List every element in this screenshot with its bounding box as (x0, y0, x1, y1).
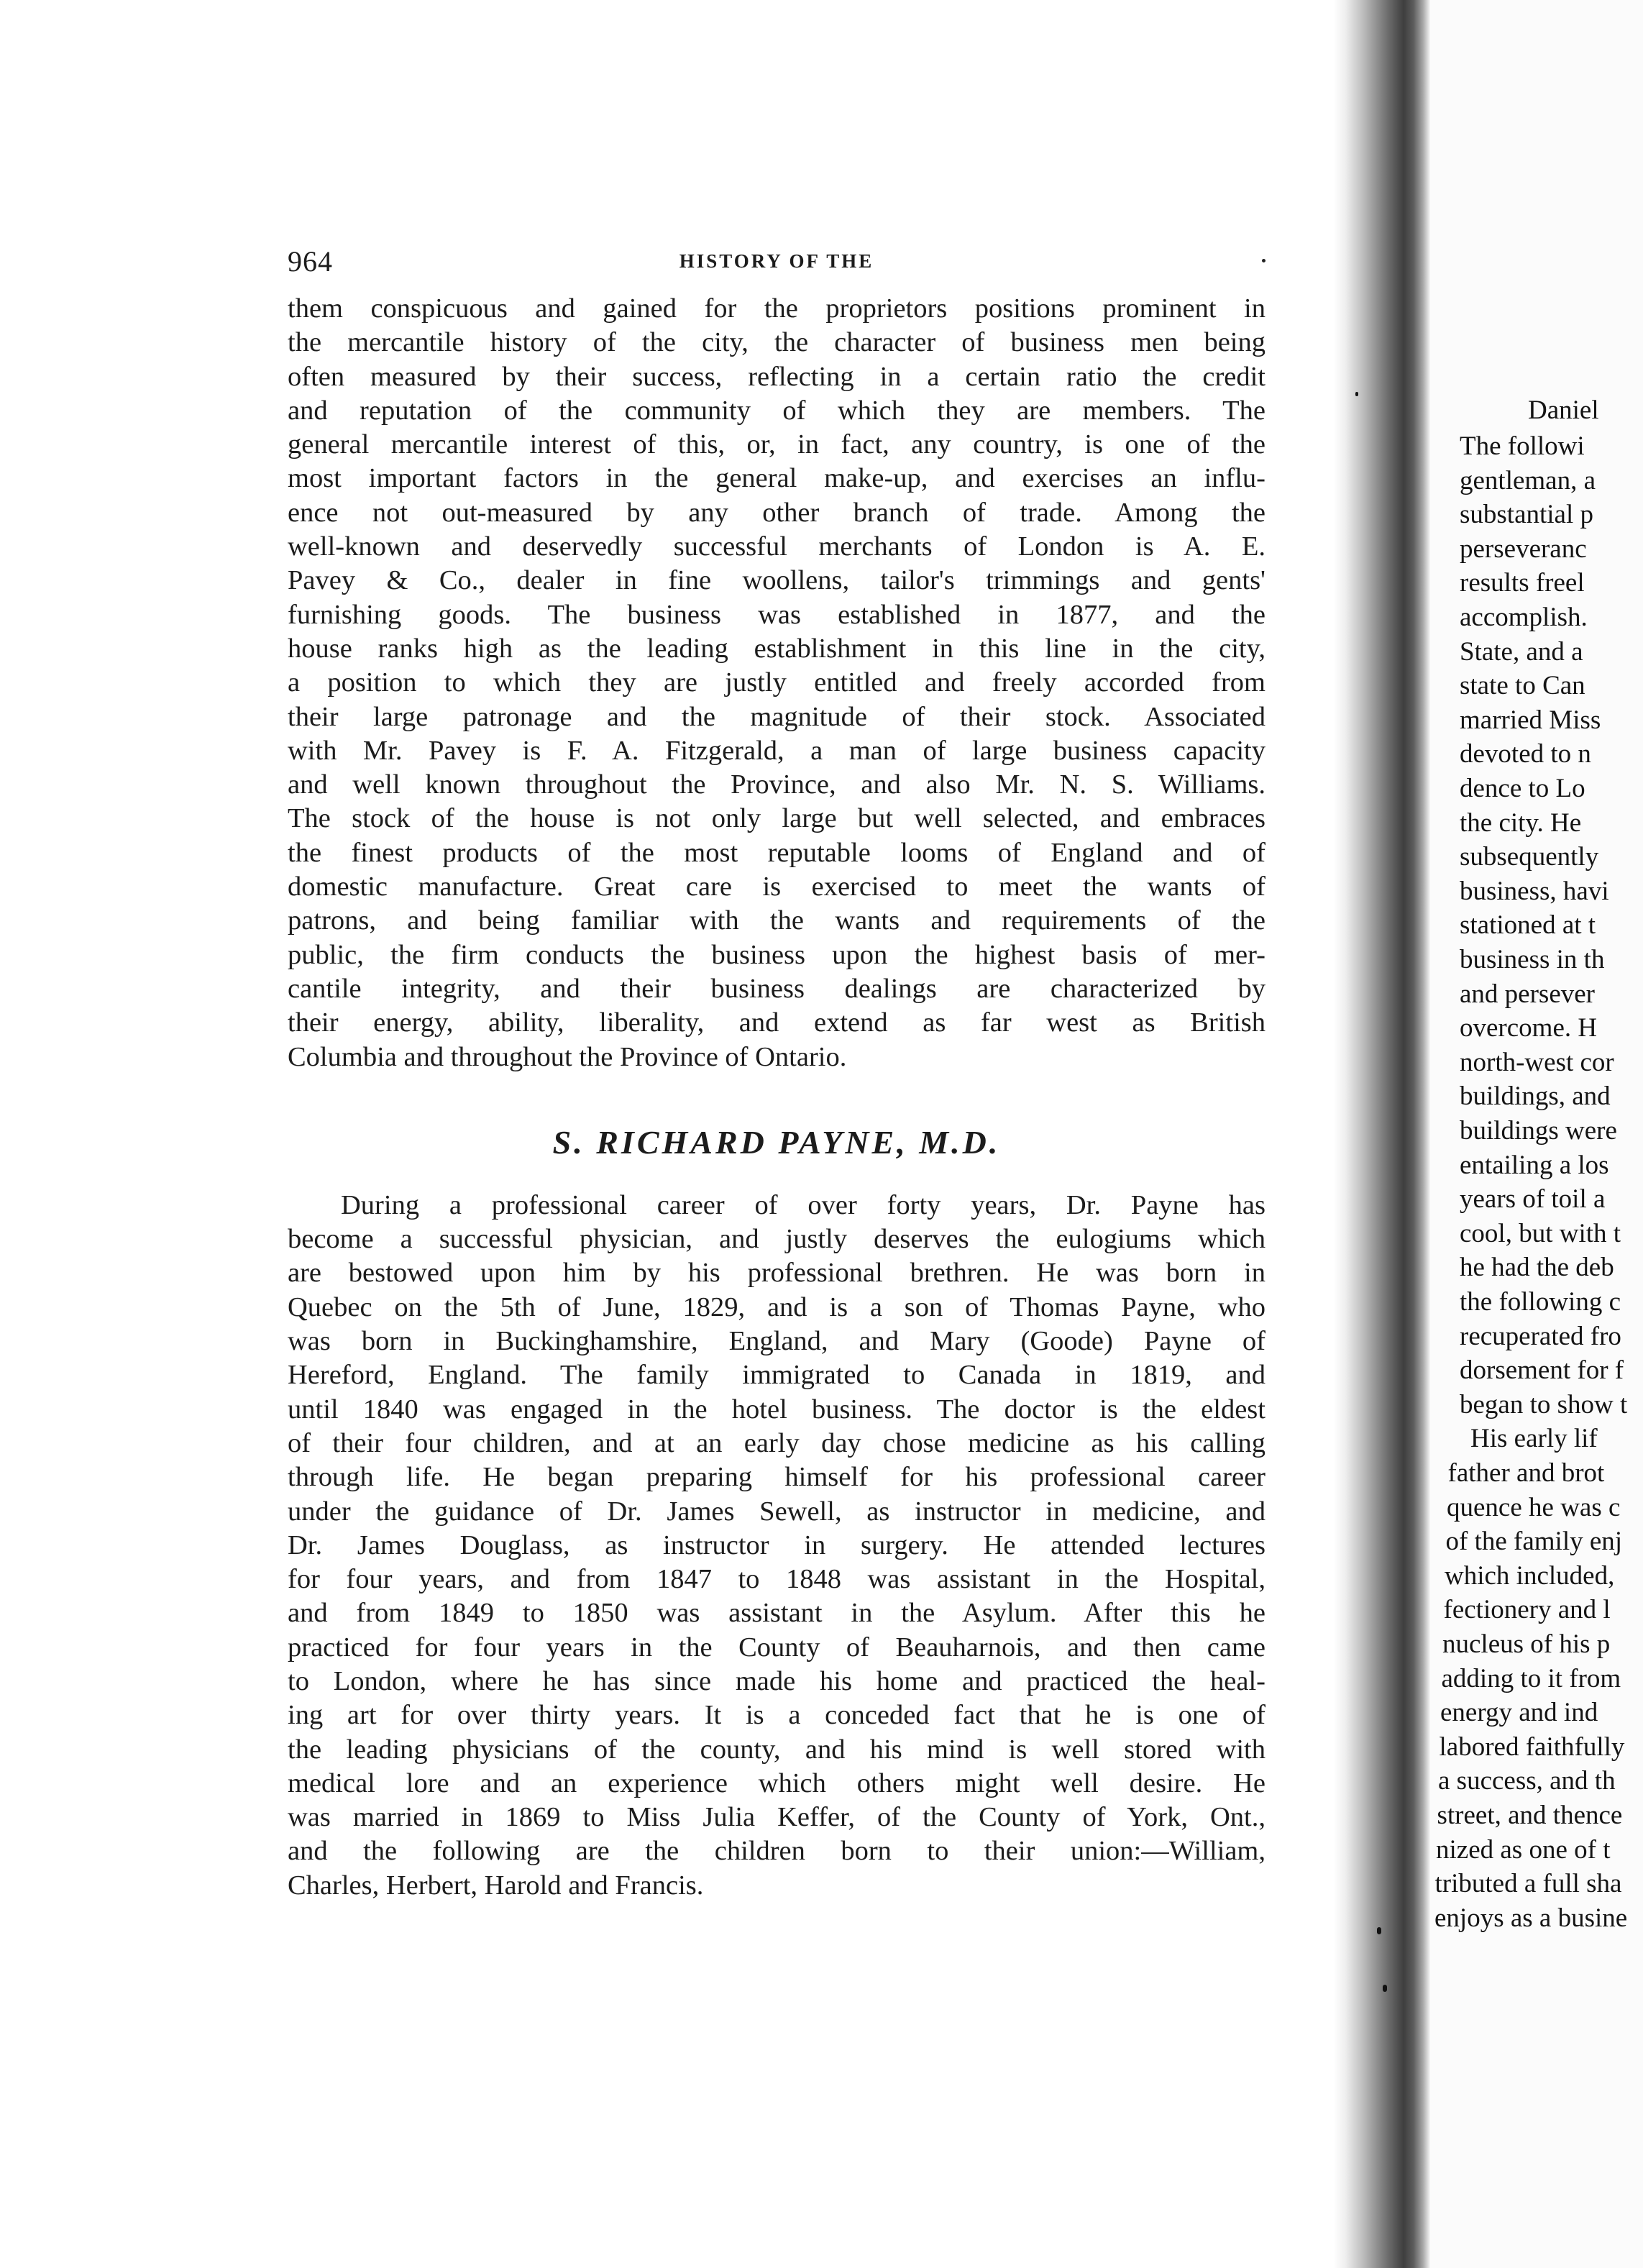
facing-page-line: energy and ind (1440, 1698, 1598, 1728)
text-line: general mercantile interest of this, or, in fact, any country, is one of the (288, 429, 1266, 460)
left-page (288, 244, 1266, 1903)
text-line: was married in 1869 to Miss Julia Keffer, of the County of York, Ont., (288, 1802, 1266, 1833)
facing-page-line: which included, (1445, 1560, 1615, 1591)
facing-page-line: His early lif (1470, 1424, 1598, 1454)
text-line: ing art for over thirty years. It is a conceded fact that he is one of (288, 1700, 1266, 1731)
text-line: and well known throughout the Province, and also Mr. N. S. Williams. (288, 769, 1266, 800)
text-line: was born in Buckinghamshire, England, and Mary (Goode) Payne of (288, 1326, 1266, 1357)
facing-page-line: the following c (1460, 1287, 1621, 1317)
text-line: furnishing goods. The business was established in 1877, and the (288, 599, 1266, 630)
text-line: patrons, and being familiar with the wants and requirements of the (288, 905, 1266, 936)
facing-page-line: subsequently (1460, 842, 1599, 872)
facing-page-line: buildings were (1460, 1116, 1617, 1146)
facing-page-line: perseveranc (1460, 534, 1587, 564)
facing-page-line: north-west cor (1460, 1047, 1614, 1077)
facing-page-line: adding to it from (1441, 1663, 1621, 1693)
text-line: medical lore and an experience which others might well desire. He (288, 1768, 1266, 1798)
text-line: the mercantile history of the city, the character of business men being (288, 327, 1266, 358)
facing-page-line: nized as one of t (1436, 1834, 1611, 1865)
text-line: the finest products of the most reputable looms of England and of (288, 837, 1266, 868)
facing-page-line: dorsement for f (1460, 1355, 1624, 1386)
facing-page-fragment (1431, 0, 1643, 2268)
text-line: through life. He began preparing himself for his professional career (288, 1462, 1266, 1493)
text-line: The stock of the house is not only large but well selected, and embraces (288, 803, 1266, 834)
body-paragraph-merchants (288, 292, 1266, 1074)
facing-page-line: he had the deb (1460, 1253, 1614, 1283)
facing-page-line: devoted to n (1460, 739, 1591, 769)
facing-page-line: State, and a (1460, 636, 1583, 667)
text-line: Columbia and throughout the Province of Ontario. (288, 1041, 847, 1072)
facing-page-line: The followi (1460, 431, 1585, 461)
facing-page-line: stationed at t (1460, 910, 1596, 941)
text-line: often measured by their success, reflecting in a certain ratio the credit (288, 361, 1266, 392)
page-number: 964 (288, 245, 333, 278)
text-line: to London, where he has since made his home and practiced the heal- (288, 1665, 1266, 1696)
text-line: are bestowed upon him by his professional brethren. He was born in (288, 1258, 1266, 1289)
text-line: practiced for four years in the County of Beauharnois, and then came (288, 1632, 1266, 1663)
text-line: of their four children, and at an early day chose medicine as his calling (288, 1427, 1266, 1458)
facing-page-line: father and brot (1447, 1458, 1605, 1488)
facing-page-line: gentleman, a (1460, 465, 1596, 495)
facing-page-line: labored faithfully (1439, 1732, 1625, 1762)
text-line: their large patronage and the magnitude of their stock. Associated (288, 701, 1266, 732)
facing-page-line: dence to Lo (1460, 774, 1585, 803)
facing-page-line: nucleus of his p (1442, 1629, 1611, 1659)
book-gutter-shadow (1334, 0, 1431, 2268)
facing-page-line: substantial p (1460, 500, 1594, 530)
facing-page-line: overcome. H (1460, 1013, 1598, 1043)
text-line: Quebec on the 5th of June, 1829, and is a son of Thomas Payne, who (288, 1291, 1266, 1322)
facing-page-line: entailing a los (1460, 1150, 1609, 1180)
text-line: house ranks high as the leading establishment in this line in the city, (288, 633, 1266, 664)
text-line: and the following are the children born to their union:—William, (288, 1836, 1266, 1867)
facing-page-line: recuperated fro (1460, 1321, 1621, 1351)
text-line: their energy, ability, liberality, and extend as far west as British (288, 1007, 1266, 1038)
facing-page-line: began to show t (1460, 1389, 1628, 1419)
facing-page-line: state to Can (1460, 671, 1585, 701)
text-line: the leading physicians of the county, and his mind is well stored with (288, 1734, 1266, 1765)
facing-page-line: of the family enj (1445, 1527, 1623, 1557)
section-heading: S. RICHARD PAYNE, M.D. (552, 1123, 1001, 1161)
gutter-mark (1355, 392, 1358, 396)
text-line: and reputation of the community of which they are members. The (288, 395, 1266, 426)
text-line: and from 1849 to 1850 was assistant in the Asylum. After this he (288, 1598, 1266, 1629)
running-head (288, 244, 1266, 288)
facing-page-line: business in th (1460, 945, 1605, 974)
facing-page-line: the city. He (1460, 808, 1582, 838)
text-line: under the guidance of Dr. James Sewell, as instructor in medicine, and (288, 1496, 1266, 1527)
text-line: for four years, and from 1847 to 1848 was assistant in the Hospital, (288, 1564, 1266, 1595)
gutter-mark (1377, 1927, 1381, 1934)
text-line: Charles, Herbert, Harold and Francis. (288, 1870, 704, 1901)
text-line: well-known and deservedly successful merchants of London is A. E. (288, 531, 1266, 562)
facing-page-line: enjoys as a busine (1434, 1903, 1628, 1933)
text-line: ence not out-measured by any other branch of trade. Among the (288, 497, 1266, 528)
text-line: Dr. James Douglass, as instructor in surgery. He attended lectures (288, 1529, 1266, 1560)
facing-page-line: results freel (1460, 568, 1585, 598)
facing-page-line: and persever (1460, 979, 1595, 1009)
ink-speck (1262, 259, 1266, 262)
facing-page-line: married Miss (1460, 705, 1601, 735)
facing-page-line: accomplish. (1460, 603, 1588, 632)
facing-page-line: buildings, and (1460, 1082, 1611, 1112)
facing-page-line: fectionery and l (1443, 1595, 1611, 1625)
text-line: public, the firm conducts the business upon the highest basis of mer- (288, 939, 1266, 970)
page-header-title: HISTORY OF THE (679, 250, 874, 272)
text-line: with Mr. Pavey is F. A. Fitzgerald, a man of large business capacity (288, 735, 1266, 766)
text-line: domestic manufacture. Great care is exercised to meet the wants of (288, 872, 1266, 902)
facing-page-line: cool, but with t (1460, 1218, 1621, 1248)
facing-page-line: business, havi (1460, 876, 1609, 906)
text-line: Pavey & Co., dealer in fine woollens, tailor's trimmings and gents' (288, 565, 1266, 596)
gutter-mark (1383, 1985, 1387, 1992)
facing-page-line: years of toil a (1460, 1184, 1606, 1215)
text-line: cantile integrity, and their business dealings are characterized by (288, 973, 1266, 1004)
text-line: Hereford, England. The family immigrated to Canada in 1819, and (288, 1360, 1266, 1391)
facing-page-line: quence he was c (1447, 1492, 1621, 1522)
text-line: During a professional career of over forty years, Dr. Payne has (341, 1189, 1266, 1220)
facing-page-line: tributed a full sha (1434, 1869, 1622, 1899)
text-line: a position to which they are justly entitled and freely accorded from (288, 667, 1266, 698)
text-line: them conspicuous and gained for the proprietors positions prominent in (288, 293, 1266, 324)
text-line: until 1840 was engaged in the hotel business. The doctor is the eldest (288, 1394, 1266, 1425)
body-paragraph-biography (288, 1189, 1266, 1903)
facing-page-line: a success, and th (1438, 1766, 1616, 1796)
text-line: become a successful physician, and justly deserves the eulogiums which (288, 1224, 1266, 1255)
text-line: most important factors in the general make-up, and exercises an influ- (288, 463, 1266, 494)
facing-page-line: street, and thence (1437, 1801, 1623, 1830)
facing-page-heading: Daniel (1528, 395, 1599, 425)
